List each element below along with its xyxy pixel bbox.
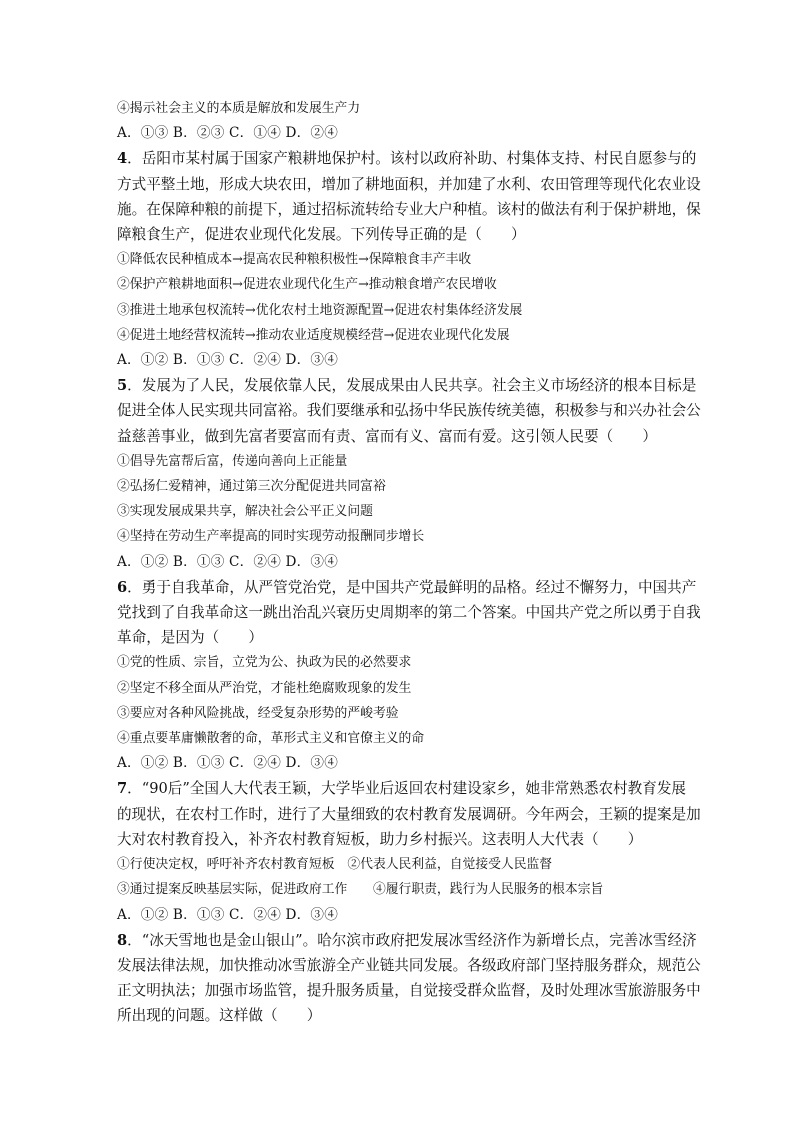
question-7: [117, 776, 701, 927]
option-item: ②弘扬仁爱精神，通过第三次分配促进共同富裕: [117, 479, 386, 495]
question-number: 6: [117, 578, 128, 596]
option-item: ③推进土地承包权流转→优化农村土地资源配置→促进农村集体经济发展: [117, 302, 523, 318]
question-stem-line: 障粮食生产，促进农业现代化发展。下列传导正确的是（ ）: [117, 226, 526, 244]
question-stem-line: ．“冰天雪地也是金山银山”。哈尔滨市政府把发展冰雪经济作为新增长点，完善冰雪经济: [127, 931, 697, 949]
option-item: ②坚定不移全面从严治党，才能杜绝腐败现象的发生: [117, 680, 412, 696]
question-stem-line: ．勇于自我革命，从严管党治党，是中国共产党最鲜明的品格。经过不懈努力，中国共产: [127, 578, 697, 596]
option-item: ②保护产粮耕地面积→促进农业现代化生产→推动粮食增产农民增收: [117, 277, 497, 293]
question-stem-line: 正文明执法；加强市场监管，提升服务质量，自觉接受群众监督，及时处理冰雪旅游服务中: [117, 982, 701, 1000]
question-stem-line: 大对农村教育投入，补齐农村教育短板，助力乡村振兴。这表明人大代表（ ）: [117, 830, 643, 848]
question-4: [117, 146, 701, 373]
question-number: 7: [117, 780, 128, 798]
question-stem-line: 发展法律法规，加快推动冰雪旅游全产业链共同发展。各级政府部门坚持服务群众，规范公: [117, 956, 701, 974]
option-item: ④重点要革庸懒散奢的命，革形式主义和官僚主义的命: [117, 731, 425, 747]
option-item: ③要应对各种风险挑战，经受复杂形势的严峻考验: [117, 705, 399, 721]
question-stem-line: 方式平整土地，形成大块农田，增加了耕地面积，并加建了水利、农田管理等现代化农业设: [117, 175, 701, 193]
question-number: 4: [117, 150, 128, 168]
option-item: ④促进土地经营权流转→推动农业适度规模经营→促进农业现代化发展: [117, 327, 510, 343]
answer-choices: A．①② B．①③ C．②④ D．③④: [117, 906, 338, 923]
question-stem-line: ．发展为了人民，发展依靠人民，发展成果由人民共享。社会主义市场经济的根本目标是: [127, 377, 697, 395]
question-5: [117, 373, 701, 575]
question-stem-line: ．岳阳市某村属于国家产粮耕地保护村。该村以政府补助、村集体支持、村民自愿参与的: [127, 150, 697, 168]
question-stem-line: 的现状，在农村工作时，进行了大量细致的农村教育发展调研。今年两会，王颖的提案是加: [117, 805, 701, 823]
question-stem-line: 所出现的问题。这样做（ ）: [117, 1007, 322, 1025]
option-item: ①党的性质、宗旨，立党为公、执政为民的必然要求: [117, 655, 412, 671]
q3-answer-choices: A．①③ B．②③ C．①④ D．②④: [117, 125, 338, 142]
option-item: ①倡导先富帮后富，传递向善向上正能量: [117, 453, 348, 469]
question-stem-line: 革命，是因为（ ）: [117, 629, 263, 647]
answer-choices: A．①② B．①③ C．②④ D．③④: [117, 755, 338, 772]
question-stem-line: ．“90后”全国人大代表王颖，大学毕业后返回农村建设家乡，她非常熟悉农村教育发展: [127, 780, 687, 798]
question-number: 5: [117, 377, 128, 395]
question-stem-line: 党找到了自我革命这一跳出治乱兴衰历史周期率的第二个答案。中国共产党之所以勇于自我: [117, 604, 701, 622]
option-item: ①降低农民种植成本→提高农民种粮积极性→保障粮食丰产丰收: [117, 252, 472, 268]
question-8: [117, 928, 701, 1029]
answer-choices: A．①② B．①③ C．②④ D．③④: [117, 553, 338, 570]
option-item: ③通过提案反映基层实际，促进政府工作 ④履行职责，践行为人民服务的根本宗旨: [117, 882, 604, 898]
exam-page: [117, 96, 701, 1029]
q3-option-4: ④揭示社会主义的本质是解放和发展生产力: [117, 101, 361, 116]
option-item: ④坚持在劳动生产率提高的同时实现劳动报酬同步增长: [117, 529, 425, 545]
question-number: 8: [117, 931, 128, 949]
option-item: ①行使决定权，呼吁补齐农村教育短板 ②代表人民利益，自觉接受人民监督: [117, 857, 553, 873]
question-stem-line: 施。在保障种粮的前提下，通过招标流转给专业大户种植。该村的做法有利于保护耕地，保: [117, 200, 701, 218]
answer-choices: A．①② B．①③ C．②④ D．③④: [117, 352, 338, 369]
question-stem-line: 促进全体人民实现共同富裕。我们要继承和弘扬中华民族传统美德，积极参与和兴办社会公: [117, 402, 701, 420]
option-item: ③实现发展成果共享，解决社会公平正义问题: [117, 504, 373, 520]
question-6: [117, 575, 701, 777]
question-stem-line: 益慈善事业，做到先富者要富而有责、富而有义、富而有爱。这引领人民要（ ）: [117, 427, 657, 445]
